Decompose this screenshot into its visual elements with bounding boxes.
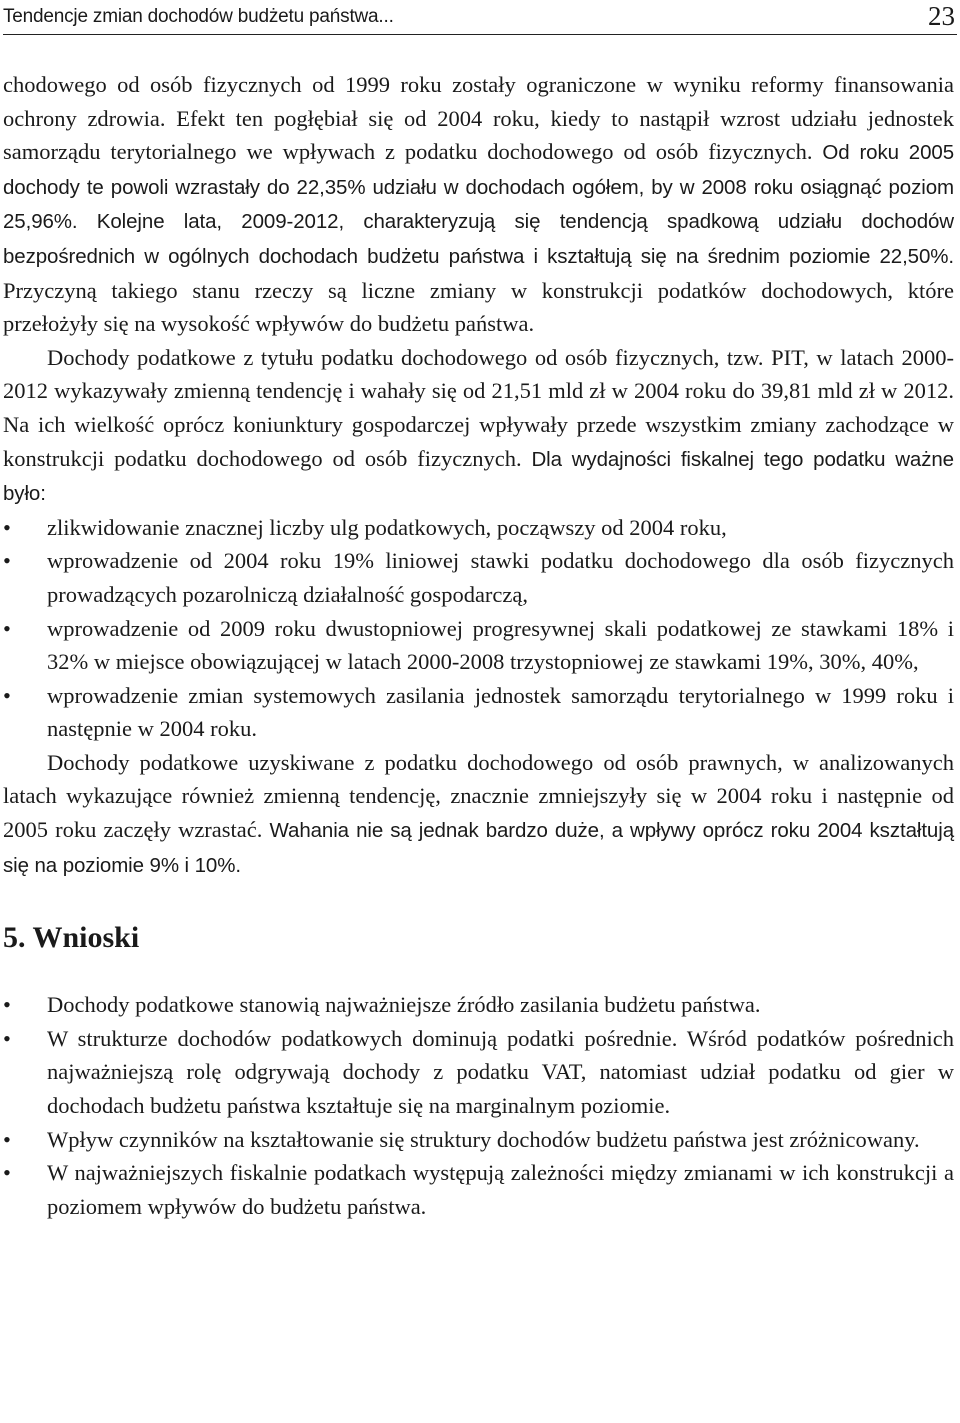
section-heading: 5. Wnioski bbox=[3, 921, 140, 955]
bullet-icon: • bbox=[3, 1025, 11, 1051]
list-item bbox=[3, 612, 954, 679]
paragraph-3-part-2: Wahania nie są jednak bardzo duże, a wpływy oprócz roku 2004 kształtują się na poziomie 9% i 10%. bbox=[3, 819, 954, 877]
running-title: Tendencje zmian dochodów budżetu państwa... bbox=[3, 6, 394, 27]
list-item bbox=[3, 511, 954, 545]
bullet-icon: • bbox=[3, 1160, 11, 1186]
list-item-text: Wpływ czynników na kształtowanie się struktury dochodów budżetu państwa jest zróżnicowany. bbox=[47, 1126, 920, 1152]
page-body bbox=[3, 68, 954, 1223]
bullet-icon: • bbox=[3, 1126, 11, 1152]
list-item bbox=[3, 544, 954, 611]
paragraph-1-part-2: Od roku 2005 dochody te powoli wzrastały do 22,35% udziału w dochodach ogółem, by w 2008 roku osiągnąć poziom 25,96%. Kolejne lata, 2009-2012, charakteryzują się tendencją spadkową udziału dochodów bezpośrednich w ogólnych dochodach budżetu państwa i kształtują się na średnim poziomie 22,50%. bbox=[3, 141, 954, 268]
running-header bbox=[3, 2, 957, 35]
page-number: 23 bbox=[928, 1, 955, 31]
paragraph-2-part-1: Dochody podatkowe z tytułu podatku dochodowego od osób fizycznych, tzw. PIT, w latach 2000-2012 wykazywały zmienną tendencję i wahały się od 21,51 mld zł w 2004 roku do 39,81 mld zł w 2012. bbox=[3, 344, 954, 404]
list-item-text: W najważniejszych fiskalnie podatkach występują zależności między zmianami w ich konstrukcji a poziomem wpływów do budżetu państwa. bbox=[47, 1160, 954, 1219]
paragraph-1 bbox=[3, 68, 954, 341]
list-item bbox=[3, 1123, 954, 1157]
paragraph-1-part-3: Przyczyną takiego stanu rzeczy są liczne zmiany w konstrukcji podatków dochodowych, które przełożyły się na wysokość wpływów do budżetu państwa. bbox=[3, 277, 954, 337]
paragraph-3-part-1: Dochody podatkowe uzyskiwane z podatku dochodowego od osób prawnych, w analizowanych latach wykazujące również zmienną tendencję, znacznie zmniejszyły się w 2004 roku i następnie od 2005 roku zaczęły wzrastać. bbox=[3, 749, 954, 843]
bullet-icon: • bbox=[3, 682, 11, 708]
list-item-text: wprowadzenie od 2009 roku dwustopniowej progresywnej skali podatkowej ze stawkami 18% i 32% w miejsce obowiązującej w latach 2000-2008 trzystopniowej ze stawkami 19%, 30%, 40%, bbox=[47, 615, 954, 675]
paragraph-2 bbox=[3, 341, 954, 511]
bullet-icon: • bbox=[3, 992, 11, 1018]
list-item-text: wprowadzenie od 2004 roku 19% liniowej stawki podatku dochodowego dla osób fizycznych prowadzących pozarolniczą działalność gospodarczą, bbox=[47, 548, 954, 607]
list-item-text: wprowadzenie zmian systemowych zasilania jednostek samorządu terytorialnego w 1999 roku i następnie w 2004 roku. bbox=[47, 682, 954, 742]
list-item bbox=[3, 1156, 954, 1223]
paragraph-3 bbox=[3, 746, 954, 882]
paragraph-2-part-3: Dla wydajności fiskalnej tego podatku ważne było: bbox=[3, 447, 954, 506]
list-item-text: zlikwidowanie znacznej liczby ulg podatkowych, począwszy od 2004 roku, bbox=[47, 514, 727, 540]
bullet-icon: • bbox=[3, 615, 11, 641]
bullet-list-tax-changes bbox=[3, 511, 954, 746]
paragraph-1-part-1: chodowego od osób fizycznych od 1999 roku zostały ograniczone w wyniku reformy finansowania ochrony zdrowia. Efekt ten pogłębiał się od 2004 roku, kiedy to nastąpił wzrost udziału jednostek samorządu terytorialnego we wpływach z podatku dochodowego od osób fizycznych. bbox=[3, 72, 954, 165]
bullet-icon: • bbox=[3, 548, 11, 574]
bullet-list-conclusions bbox=[3, 988, 954, 1223]
list-item bbox=[3, 679, 954, 746]
paragraph-2-part-2: Na ich wielkość oprócz koniunktury gospodarczej wpływały przede wszystkim zmiany zachodzące w konstrukcji podatku dochodowego od osób fizycznych. bbox=[3, 411, 954, 471]
list-item-text: W strukturze dochodów podatkowych dominują podatki pośrednie. Wśród podatków pośrednich najważniejszą rolę odgrywają dochody z podatku VAT, natomiast udział podatku od gier w dochodach budżetu państwa kształtuje się na marginalnym poziomie. bbox=[47, 1025, 954, 1119]
list-item bbox=[3, 988, 954, 1022]
list-item bbox=[3, 1022, 954, 1123]
list-item-text: Dochody podatkowe stanowią najważniejsze źródło zasilania budżetu państwa. bbox=[47, 992, 761, 1018]
bullet-icon: • bbox=[3, 514, 11, 540]
